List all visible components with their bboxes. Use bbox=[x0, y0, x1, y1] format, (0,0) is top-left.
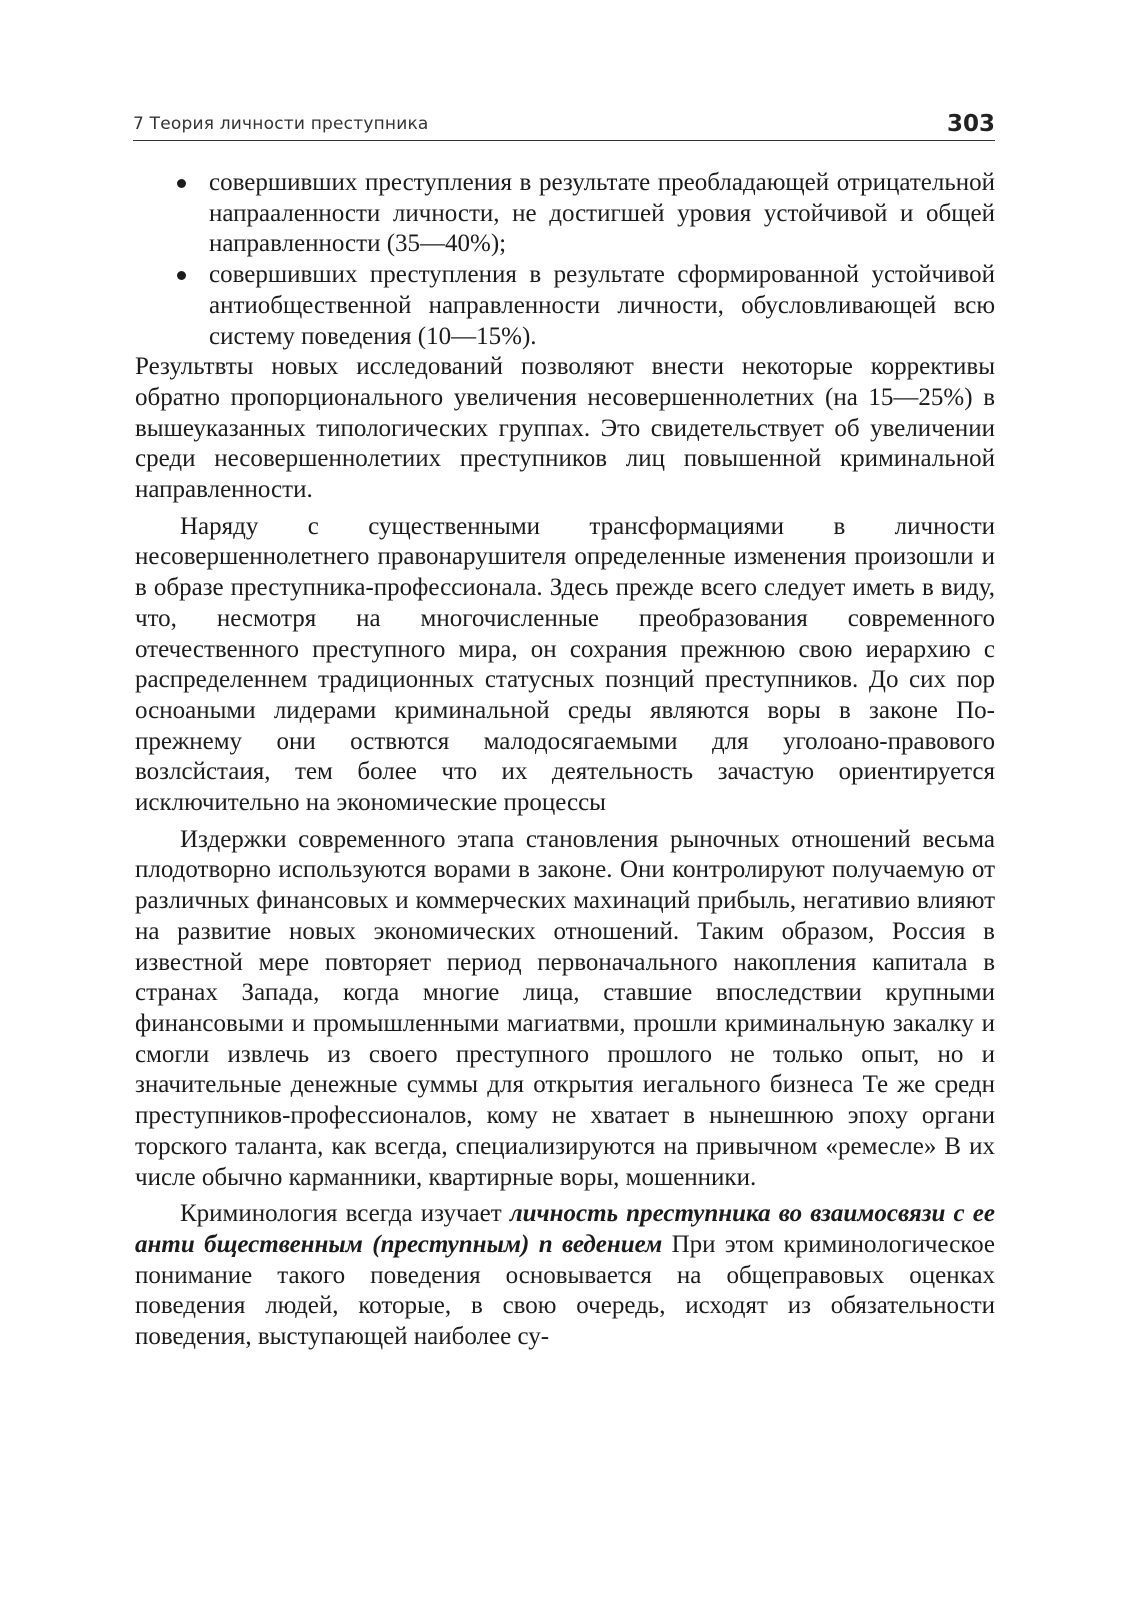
bullet-item bbox=[135, 260, 995, 352]
bullet-item bbox=[135, 168, 995, 260]
body-text bbox=[135, 168, 995, 1353]
page-number: 303 bbox=[946, 111, 995, 137]
bullet-icon bbox=[177, 179, 186, 188]
paragraph: Издержки современного этапа становления рыночных отношений весьма плодотворно используются ворами в законе. Они контролируют получаемую от различных финансовых и коммерческих махинаций прибыль, негативио влияют на развитие новых экономических отношений. Таким образом, Россия в известной мере повторяет период первоначального накопления капитала в странах Запада, когда многие лица, ставшие впоследствии крупными финансовыми и промышленными магиатвми, прошли криминальную закалку и смогли извлечь из своего преступного прошлого не только опыт, но и значительные денежные суммы для открытия иегального бизнеса Те же средн преступников-профессионалов, кому не хватает в нынешнюю эпоху органи торского таланта, как всегда, специализируются на привычном «ремесле» В их числе обычно карманники, квартирные воры, мошенники. bbox=[135, 825, 995, 1191]
paragraph bbox=[135, 1199, 995, 1353]
bullet-text: совершивших преступления в результате сформированной устойчивой антиобщественной направленности личности, обусловливающей всю систему поведения (10—15%). bbox=[209, 261, 995, 350]
emphasized-phrase: личность преступника во взаимосвязи с ее анти бщественным (преступным) п ведением bbox=[135, 1200, 995, 1258]
bullet-list bbox=[135, 168, 995, 352]
bullet-icon bbox=[177, 271, 186, 280]
bullet-text: совершивших преступления в результате преобладающей отрицательной напрааленности личности, не достигшей уровия устойчивой и общей направленности (35—40%); bbox=[209, 169, 995, 258]
page-header bbox=[133, 100, 995, 141]
paragraph: Результвты новых исследований позволяют внести некоторые коррективы обратно пропорционального увеличения несовершеннолетних (на 15—25%) в вышеуказанных типологических группах. Это свидетельствует об увеличении среди несовершеннолетиих преступников лиц повышенной криминальной направленности. bbox=[135, 353, 995, 504]
paragraph-lead: Криминология всегда изучает bbox=[180, 1200, 510, 1228]
paragraph-tail: При этом криминологическое понимание такого поведения основывается на общеправовых оценках поведения людей, которые, в свою очередь, исходят из обязательности поведения, выступающей наиболее су- bbox=[135, 1230, 995, 1351]
paragraph: Наряду с существенными трансформациями в личности несовершеннолетнего правонарушителя определенные изменения произошли и в образе преступника-профессионала. Здесь прежде всего следует иметь в виду, что, несмотря на многочисленные преобразования современного отечественного преступного мира, он сохрания прежнюю свою иерархию с распределеннем традиционных статусных познций преступников. До сих пор осноаными лидерами криминальной среды являются воры в законе По-прежнему они оствются малодосягаемыми для уголоано-правового возлсйстаия, тем более что их деятельность зачастую ориентируется исключительно на экономические процессы bbox=[135, 512, 995, 817]
running-head: 7 Теория личности преступника bbox=[133, 114, 429, 134]
